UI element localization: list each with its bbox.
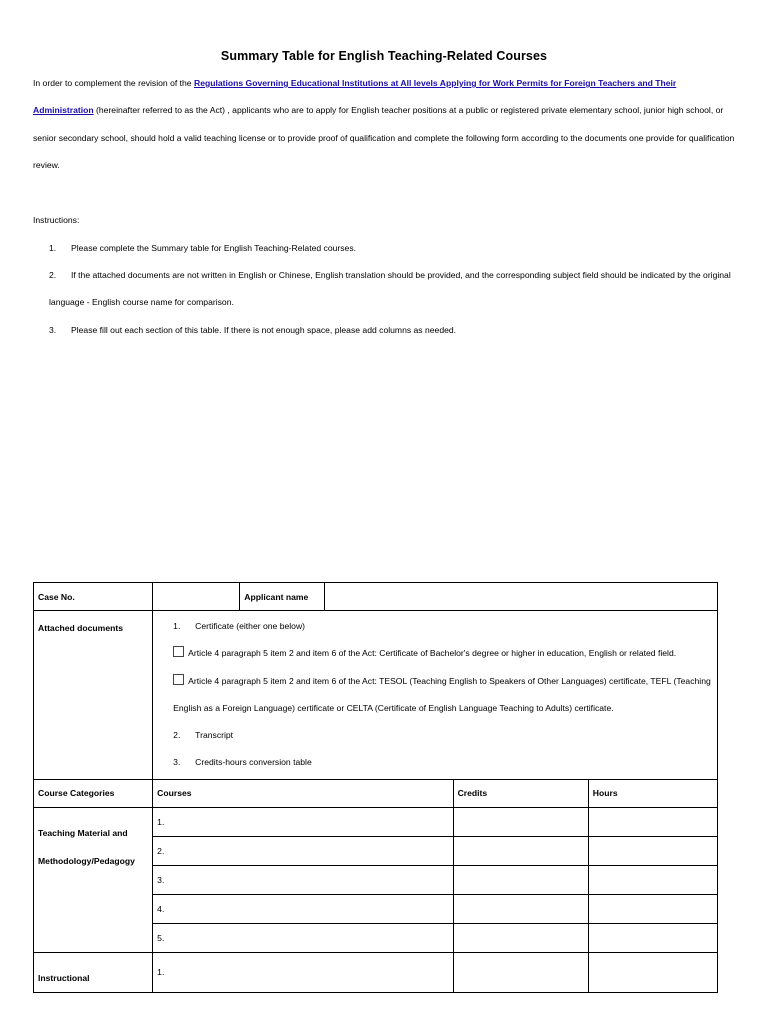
- page-title: Summary Table for English Teaching-Related Courses: [220, 49, 548, 63]
- intro-rest: (hereinafter referred to as the Act) , applicants who are to apply for English teacher positions at a public or registered private elementary school, junior high school, or senior secondary school, should hold a valid teaching license or to provide proof of qualification and complete the following form according to the documents one provide for qualification review.: [33, 105, 735, 170]
- item-text: Certificate (either one below): [195, 621, 306, 631]
- attached-row: [34, 611, 718, 780]
- item-text: Credits-hours conversion table: [195, 757, 312, 768]
- credits-field[interactable]: [453, 952, 588, 992]
- item-number: 2.: [173, 730, 181, 741]
- intro-lead: In order to complement the revision of the: [33, 78, 194, 88]
- instruction-text: If the attached documents are not written in English or Chinese, English translation should be provided, and the corresponding subject field should be indicated by the original language - English course name for comparison.: [49, 270, 731, 308]
- item-number: 3.: [173, 757, 181, 768]
- instruction-number: 2.: [49, 270, 57, 280]
- hours-field[interactable]: [588, 894, 717, 923]
- item-number: 1.: [173, 621, 181, 631]
- instruction-item-1: [49, 235, 739, 262]
- category-instructional: Instructional: [34, 952, 153, 992]
- bachelor-degree-checkbox[interactable]: [173, 646, 184, 657]
- course-field[interactable]: 2.: [153, 836, 453, 865]
- certificate-option-2: [173, 668, 713, 723]
- hours-header: Hours: [588, 779, 717, 807]
- option-text: Article 4 paragraph 5 item 2 and item 6 of the Act: TESOL (Teaching English to Speakers of Other Languages) certificate, TEFL (Teaching English as a Foreign Language) certificate or CELTA (Certificate of English Language Teaching to Adults) certificate.: [173, 675, 711, 713]
- case-no-label: Case No.: [34, 583, 153, 611]
- instructions-heading: Instructions:: [33, 215, 80, 225]
- credits-field[interactable]: [453, 836, 588, 865]
- option-text: Article 4 paragraph 5 item 2 and item 6 of the Act: Certificate of Bachelor's degree or higher in education, English or related field.: [188, 648, 677, 659]
- course-field[interactable]: 4.: [153, 894, 453, 923]
- course-row: [34, 952, 718, 992]
- item-text: Transcript: [195, 730, 234, 741]
- hours-field[interactable]: [588, 952, 717, 992]
- applicant-cell: [240, 583, 718, 611]
- attached-item-3: [173, 749, 713, 776]
- instruction-item-3: [49, 317, 739, 344]
- course-field[interactable]: 1.: [153, 952, 453, 992]
- courses-header: Courses: [153, 779, 453, 807]
- hours-field[interactable]: [588, 807, 717, 836]
- applicant-name-field[interactable]: [325, 583, 717, 610]
- intro-paragraph: [33, 70, 738, 179]
- case-row: [34, 583, 718, 611]
- attached-item-2: [173, 722, 713, 749]
- summary-table: [33, 582, 718, 993]
- credits-field[interactable]: [453, 923, 588, 952]
- hours-field[interactable]: [588, 923, 717, 952]
- instruction-number: 1.: [49, 243, 57, 253]
- regulations-link[interactable]: Regulations Governing Educational Institutions at All levels Applying for Work Permits for Foreign Teachers and Their Administration: [33, 78, 677, 116]
- instruction-text: Please fill out each section of this table. If there is not enough space, please add columns as needed.: [71, 325, 457, 335]
- attached-documents-cell: [153, 611, 718, 780]
- applicant-name-label: Applicant name: [240, 583, 325, 610]
- course-categories-header: Course Categories: [34, 779, 153, 807]
- instruction-item-2: [49, 262, 739, 317]
- category-teaching-material: Teaching Material and Methodology/Pedagogy: [34, 807, 153, 952]
- credits-field[interactable]: [453, 894, 588, 923]
- instruction-text: Please complete the Summary table for English Teaching-Related courses.: [71, 243, 357, 253]
- course-field[interactable]: 1.: [153, 807, 453, 836]
- hours-field[interactable]: [588, 865, 717, 894]
- certificate-option-1: [173, 640, 713, 667]
- credits-field[interactable]: [453, 807, 588, 836]
- hours-field[interactable]: [588, 836, 717, 865]
- tesol-certificate-checkbox[interactable]: [173, 674, 184, 685]
- credits-field[interactable]: [453, 865, 588, 894]
- course-field[interactable]: 5.: [153, 923, 453, 952]
- attached-documents-label: Attached documents: [34, 611, 153, 780]
- course-field[interactable]: 3.: [153, 865, 453, 894]
- case-no-field[interactable]: [153, 583, 240, 611]
- credits-header: Credits: [453, 779, 588, 807]
- header-row: [34, 779, 718, 807]
- attached-item-1: [173, 613, 713, 640]
- course-row: [34, 807, 718, 836]
- instruction-number: 3.: [49, 325, 57, 335]
